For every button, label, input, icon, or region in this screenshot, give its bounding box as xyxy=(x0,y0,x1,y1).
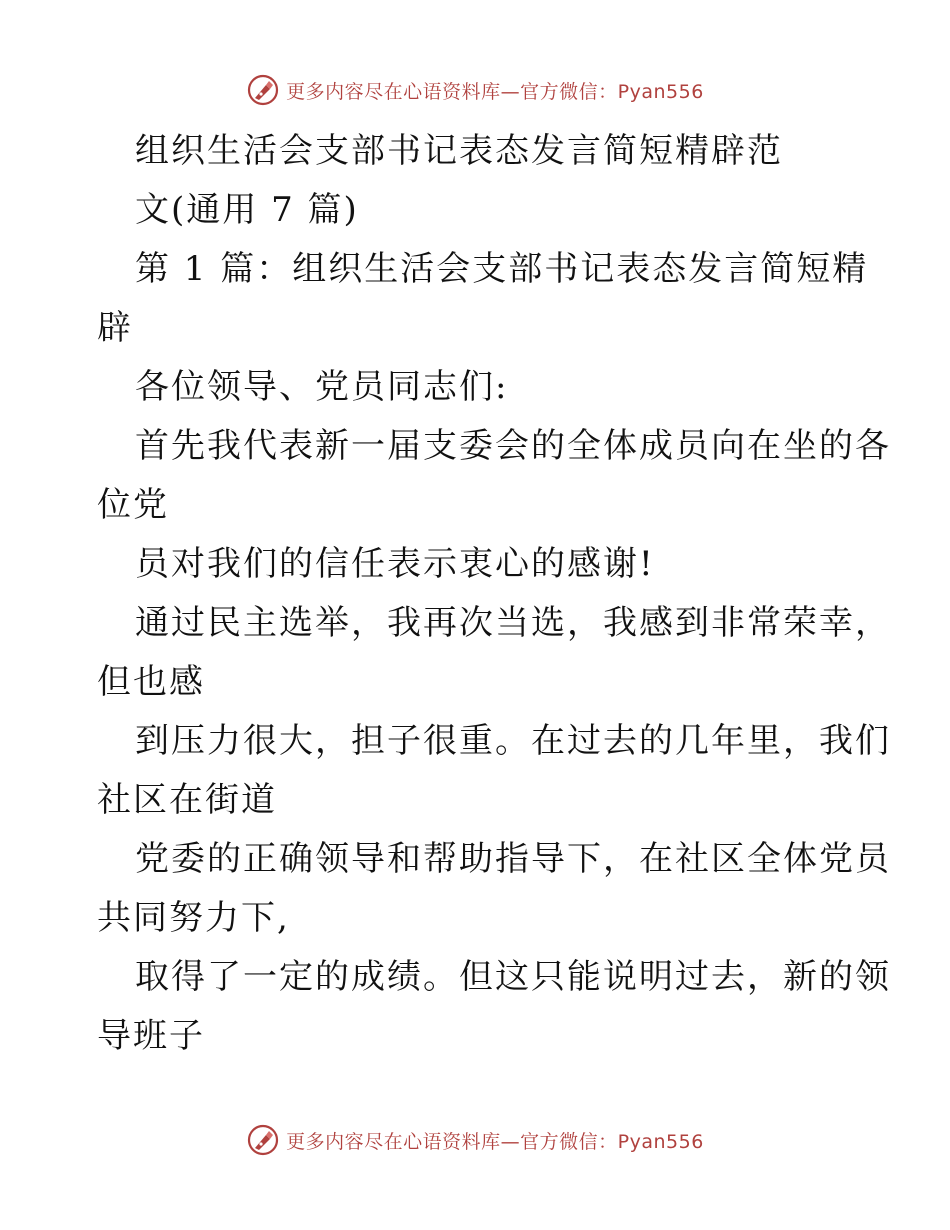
text-line: 党委的正确领导和帮助指导下，在社区全体党员 xyxy=(135,839,891,879)
header-watermark-banner xyxy=(0,70,950,110)
text-line: 取得了一定的成绩。但这只能说明过去，新的领 xyxy=(135,957,891,997)
text-line: 各位领导、党员同志们: xyxy=(135,367,509,407)
text-line: 到压力很大，担子很重。在过去的几年里，我们 xyxy=(135,721,891,761)
text-line: 员对我们的信任表示衷心的感谢! xyxy=(135,544,655,584)
footer-watermark-banner xyxy=(0,1120,950,1160)
pen-nib-logo-icon xyxy=(246,73,280,107)
text-line: 第 1 篇：组织生活会支部书记表态发言简短精 xyxy=(135,249,869,289)
watermark-text: 更多内容尽在心语资料库—官方微信：Pyan556 xyxy=(286,1130,704,1153)
text-line: 辟 xyxy=(97,308,133,348)
text-line: 文(通用 7 篇) xyxy=(135,190,359,230)
watermark-text: 更多内容尽在心语资料库—官方微信：Pyan556 xyxy=(286,80,704,103)
pen-nib-logo-icon xyxy=(246,1123,280,1157)
text-line: 位党 xyxy=(97,485,169,525)
text-line: 但也感 xyxy=(97,662,205,702)
text-line: 组织生活会支部书记表态发言简短精辟范 xyxy=(135,131,783,171)
text-line: 导班子 xyxy=(97,1016,205,1056)
text-line: 通过民主选举，我再次当选，我感到非常荣幸， xyxy=(135,603,891,643)
text-line: 共同努力下, xyxy=(97,898,290,938)
document-body xyxy=(97,122,891,1066)
text-line: 社区在街道 xyxy=(97,780,277,820)
text-line: 首先我代表新一届支委会的全体成员向在坐的各 xyxy=(135,426,891,466)
